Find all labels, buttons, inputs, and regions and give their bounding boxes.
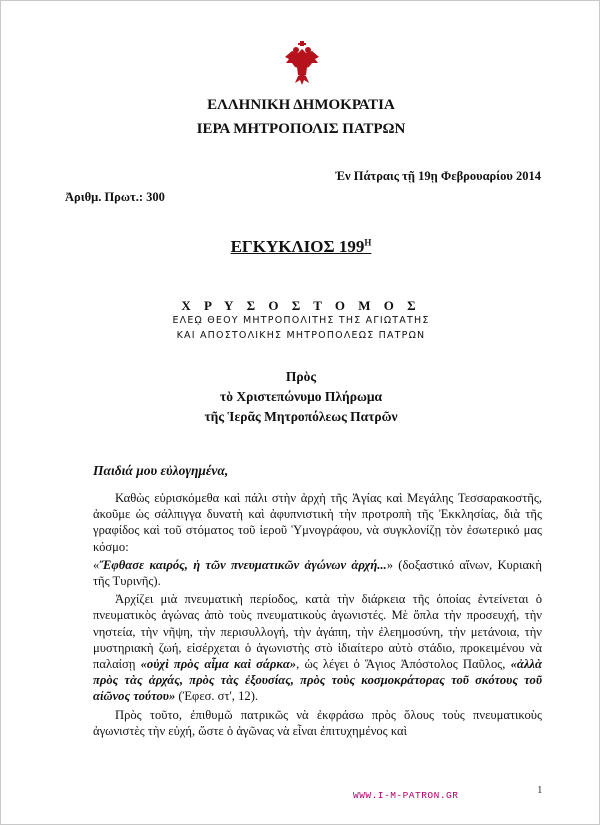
protocol-number: Ἀριθμ. Πρωτ.: 300 — [65, 190, 165, 204]
page-number: 1 — [537, 784, 543, 796]
header-line2: ΙΕΡΑ ΜΗΤΡΟΠΟΛΙΣ ΠΑΤΡΩΝ — [196, 121, 406, 137]
footer-url[interactable]: WWW.I-M-PATRON.GR — [353, 790, 459, 801]
encyclical-sup: Η — [364, 237, 372, 248]
recipient-line3: τῆς Ἱερᾶς Μητροπόλεως Πατρῶν — [204, 409, 398, 424]
paragraph-2-quote-2: «ἀλλὰ πρὸς τὰς ἀρχάς, πρὸς τὰς ἐξουσίας, πρὸς τοὺς κοσμοκράτορας τοῦ σκότους τοῦ αἰῶνος τούτου» — [93, 657, 542, 704]
author-title-line2: ΚΑΙ ΑΠΟΣΤΟΛΙΚΗΣ ΜΗΤΡΟΠΟΛΕΩΣ ΠΑΤΡΩΝ — [176, 330, 426, 341]
hymn-quote — [93, 557, 542, 589]
encyclical-title — [1, 237, 600, 257]
paragraph-1: Καθὼς εὑρισκόμεθα καὶ πάλι στὴν ἀρχὴ τῆς Ἁγίας καὶ Μεγάλης Τεσσαρακοστῆς, ἀκοῦμε ὡς σάλπιγγα δυνατὴ καὶ ἀφυπνιστικὴ τὴν προτροπὴ τῆς Ἐκκλησίας, διὰ τῆς γραφίδος καὶ τοῦ στόματος τοῦ ἱεροῦ Ὑμνογράφου, νὰ συγκλονίζῃ τὸν ἐσωτερικό μας κόσμο: — [93, 491, 542, 554]
quote-rest: » (δοξαστικό αἴνων, Κυριακὴ τῆς Τυρινῆς). — [93, 557, 542, 589]
document-date: Ἐν Πάτραις τῇ 19ῃ Φεβρουαρίου 2014 — [335, 169, 541, 183]
recipient-line1: Πρὸς — [285, 369, 317, 384]
quote-bold: Ἔφθασε καιρός, ἡ τῶν πνευματικῶν ἀγώνων ἀρχή... — [99, 557, 387, 572]
letter-body — [93, 490, 542, 741]
author-title-line1: ΕΛΕῼ ΘΕΟΥ ΜΗΤΡΟΠΟΛΙΤΗΣ ΤΗΣ ΑΓΙΩΤΑΤΗΣ — [172, 315, 430, 326]
author-name: Χ Ρ Υ Σ Ο Σ Τ Ο Μ Ο Σ — [181, 298, 421, 313]
header-line1: ΕΛΛΗΝΙΚΗ ΔΗΜΟΚΡΑΤΙΑ — [207, 97, 395, 113]
paragraph-2-part-e: (Ἐφεσ. στ', 12). — [175, 689, 259, 704]
encyclical-text: ΕΓΚΥΚΛΙΟΣ 199 — [230, 237, 365, 256]
paragraph-2-part-c: , ὡς λέγει ὁ Ἅγιος Ἀπόστολος Παῦλος, — [296, 657, 511, 672]
greeting: Παιδιά μου εὐλογημένα, — [93, 463, 229, 478]
paragraph-2-part-a: Ἀρχίζει μιὰ πνευματικὴ περίοδος, κατὰ τὴν διάρκεια τῆς ὁποίας ἐντείνεται ὁ πνευματικὸς ἀγώνας ἀπὸ τοὺς πνευματικοὺς ἀγωνιστές. Μὲ ὅπλα τὴν προσευχή, τὴν νηστεία, τὴν νῆψη, τὴν περισυλλογή, τὴν ἀγάπη, τὴν ἐλεημοσύνη, τὴν μετάνοια, τὴν μυστηριακὴ ζωή, εἰσέρχεται ὁ ἀγωνιστὴς στὸ ἰδιαίτερο αὐτὸ στάδιο, προκειμένου νὰ παλαίσῃ — [93, 592, 542, 672]
quote-open: « — [93, 557, 100, 572]
paragraph-2-quote-1: «οὐχὶ πρὸς αἷμα καὶ σάρκα» — [140, 657, 297, 672]
paragraph-3: Πρὸς τοῦτο, ἐπιθυμῶ πατρικῶς νὰ ἐκφράσω πρὸς ὅλους τοὺς πνευματικοὺς ἀγωνιστὲς τὴν εὐχή, ὥστε ὁ ἀγῶνας νὰ εἶναι ἐπιτυχημένος καὶ — [93, 707, 542, 738]
recipient-line2: τὸ Χριστεπώνυμο Πλήρωμα — [220, 389, 382, 404]
double-headed-eagle-icon — [285, 41, 319, 85]
paragraph-2 — [93, 591, 542, 704]
